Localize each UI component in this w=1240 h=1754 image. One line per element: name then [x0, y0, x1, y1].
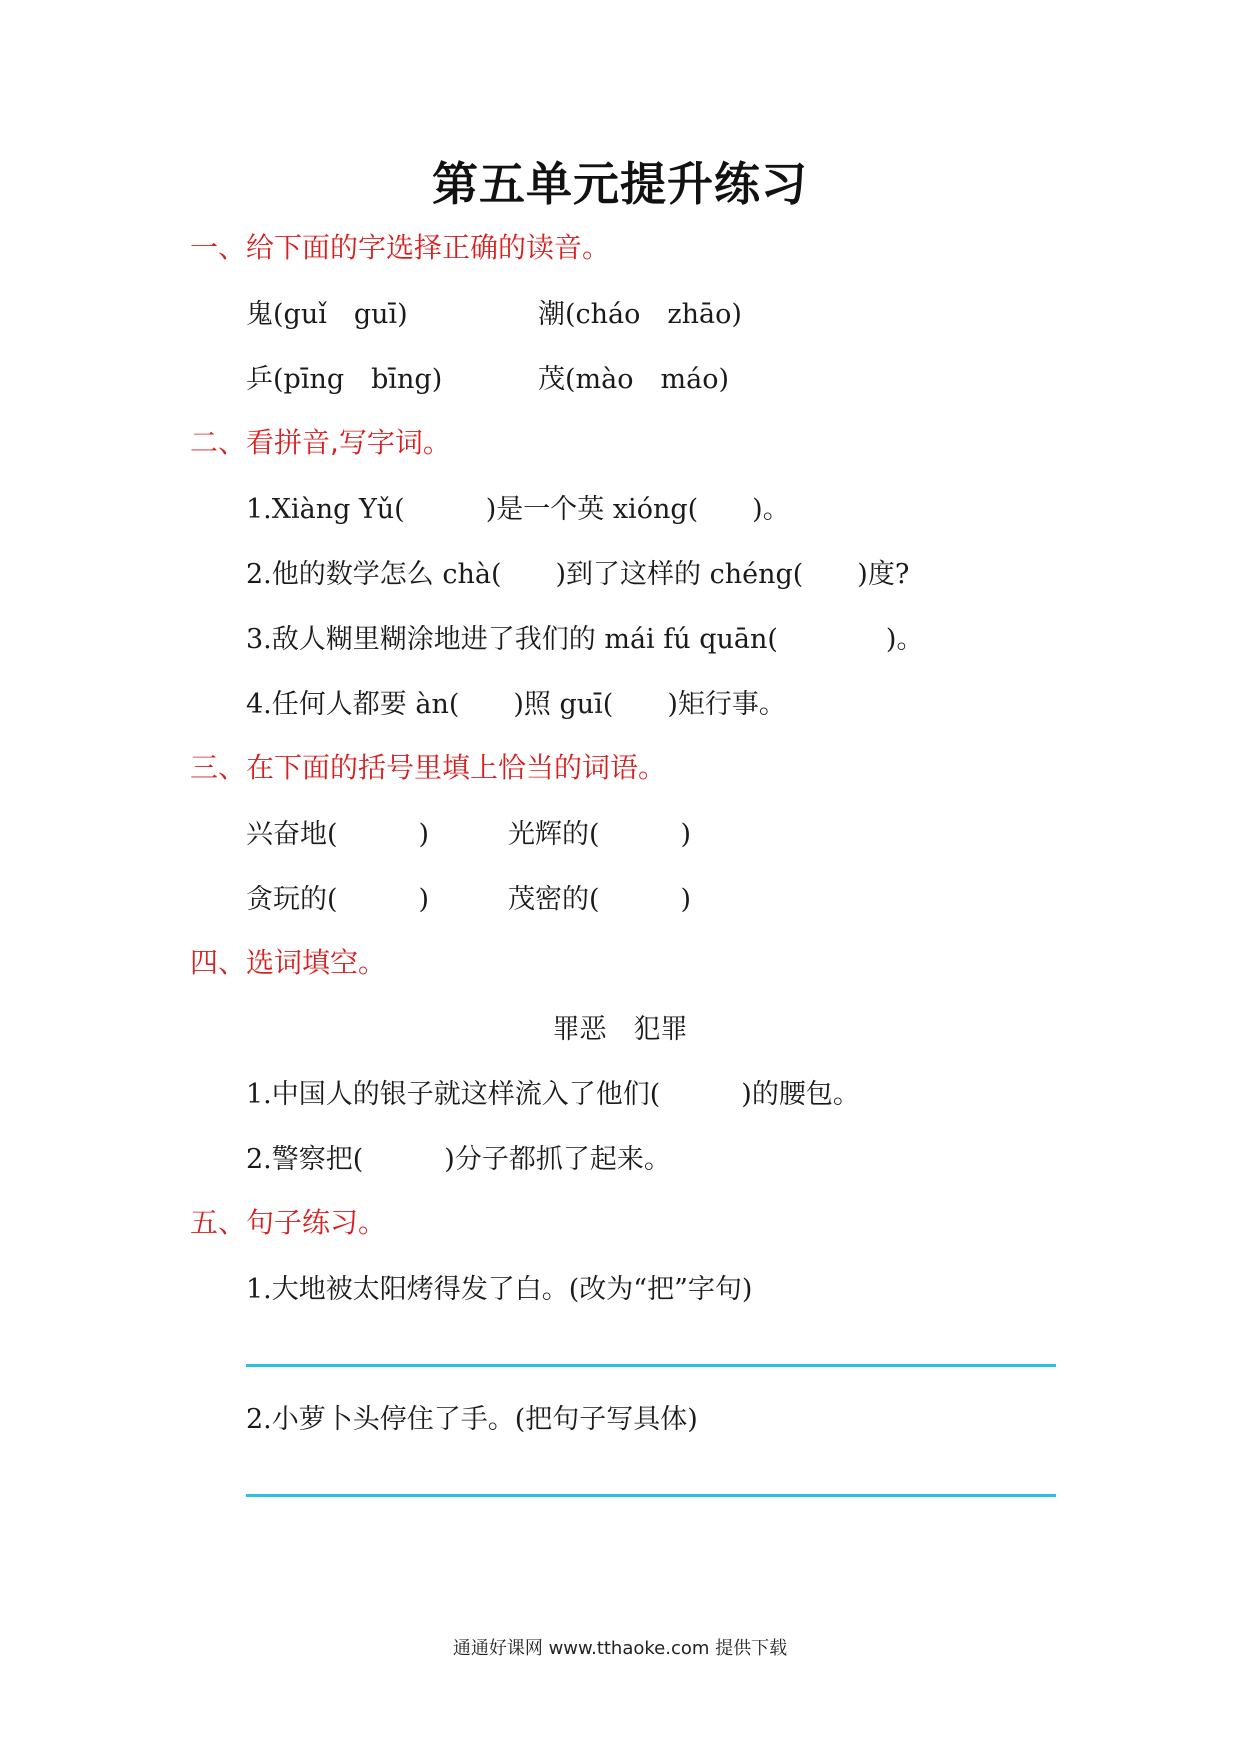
fill-word-item: 兴奋地( ) [246, 819, 430, 850]
pinyin-question: 1.Xiàng Yǔ( )是一个英 xióng( )。 [246, 494, 790, 525]
choose-word-question: 1.中国人的银子就这样流入了他们( )的腰包。 [246, 1079, 860, 1110]
fill-word-item: 贪玩的( ) [246, 884, 430, 915]
choose-word-question: 2.警察把( )分子都抓了起来。 [246, 1144, 671, 1175]
section-1-heading: 一、给下面的字选择正确的读音。 [190, 231, 611, 264]
pronunciation-item: 潮(cháo zhāo) [538, 299, 742, 330]
page-title: 第五单元提升练习 [432, 157, 808, 211]
pronunciation-item: 乒(pīng bīng) [246, 364, 443, 395]
pinyin-question: 3.敌人糊里糊涂地进了我们的 mái fú quān( )。 [246, 624, 924, 655]
pronunciation-item: 鬼(guǐ guī) [246, 299, 408, 330]
fill-word-item: 光辉的( ) [508, 819, 692, 850]
sentence-question: 2.小萝卜头停住了手。(把句子写具体) [246, 1404, 698, 1435]
section-4-heading: 四、选词填空。 [190, 946, 387, 979]
fill-word-item: 茂密的( ) [508, 884, 692, 915]
answer-line [246, 1494, 1056, 1497]
pinyin-question: 4.任何人都要 àn( )照 guī( )矩行事。 [246, 689, 786, 720]
word-choices: 罪恶 犯罪 [552, 1014, 688, 1045]
footer-credit: 通通好课网 www.tthaoke.com 提供下载 [452, 1638, 788, 1659]
pinyin-question: 2.他的数学怎么 chà( )到了这样的 chéng( )度? [246, 559, 910, 590]
sentence-question: 1.大地被太阳烤得发了白。(改为“把”字句) [246, 1274, 753, 1305]
section-5-heading: 五、句子练习。 [190, 1206, 387, 1239]
pronunciation-item: 茂(mào máo) [538, 364, 729, 395]
section-2-heading: 二、看拼音,写字词。 [190, 426, 451, 459]
answer-line [246, 1364, 1056, 1367]
section-3-heading: 三、在下面的括号里填上恰当的词语。 [190, 751, 667, 784]
